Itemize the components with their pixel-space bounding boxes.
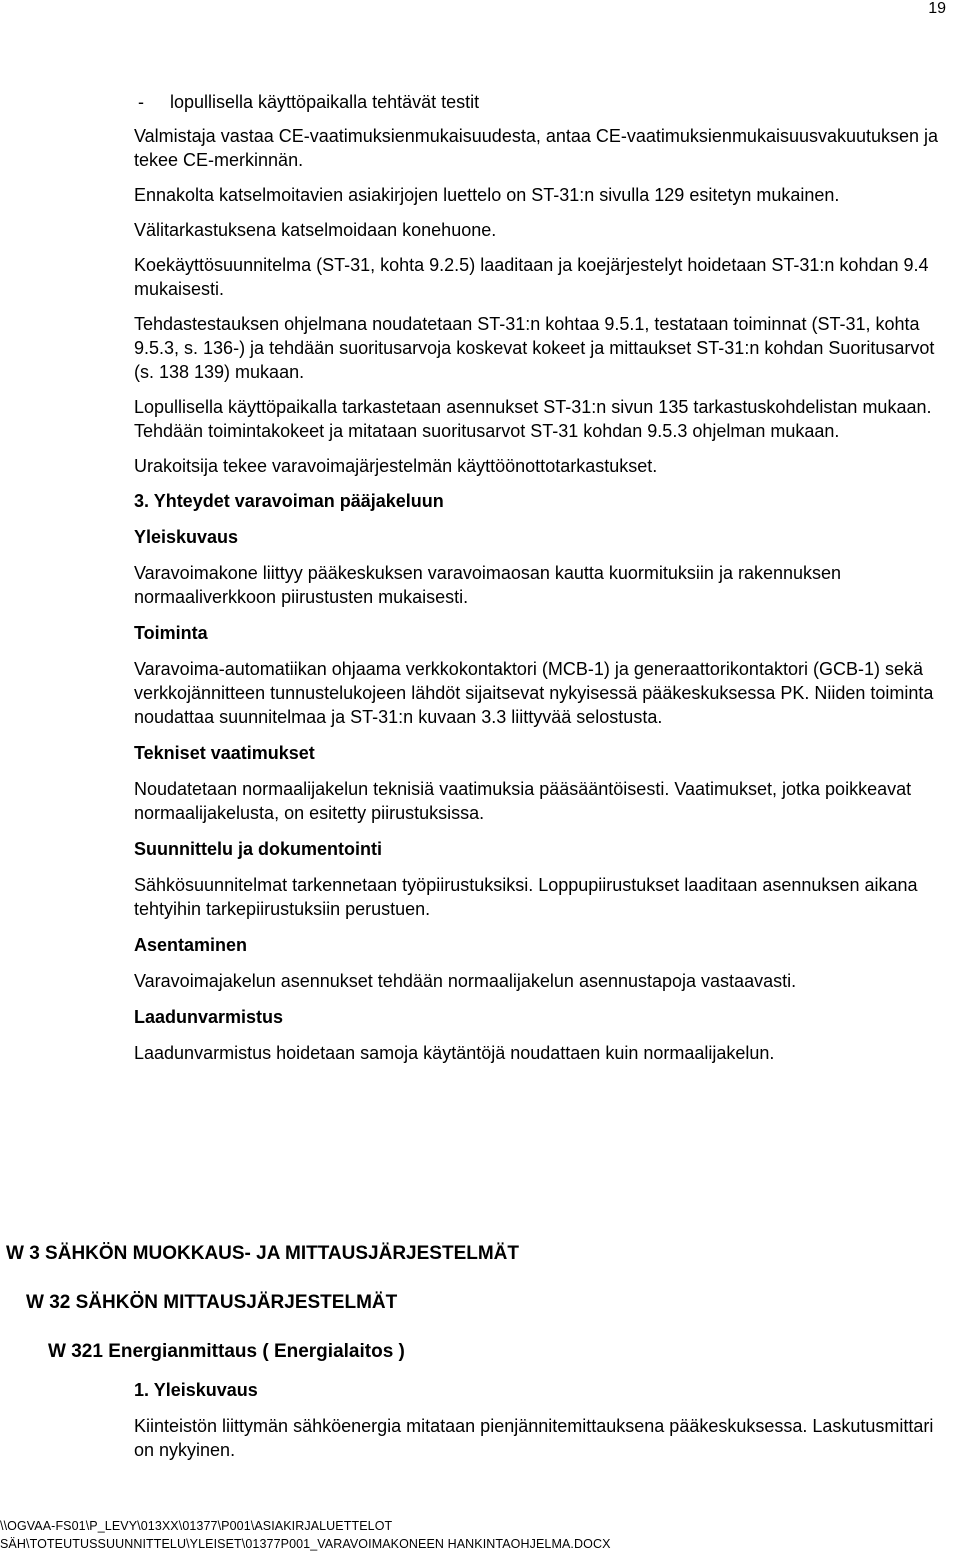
subsection-heading: Suunnittelu ja dokumentointi <box>134 839 382 859</box>
paragraph-commissioning: Urakoitsija tekee varavoimajärjestelmän käyttöönottotarkastukset. <box>134 456 658 476</box>
footer-line-2: SÄH\TOTEUTUSSUUNNITTELU\YLEISET\01377P001_VARAVOIMAKONEEN HANKINTAOHJELMA.DOCX <box>0 1537 611 1551</box>
main-text-column <box>134 90 946 1076</box>
footer-line-1: \\OGVAA-FS01\P_LEVY\013XX\01377\P001\ASIAKIRJALUETTELOT <box>0 1519 393 1533</box>
list-item <box>0 90 946 114</box>
list-item-text: lopullisella käyttöpaikalla tehtävät testit <box>170 92 480 112</box>
w321-section <box>134 1378 946 1473</box>
subsection-text: Sähkösuunnitelmat tarkennetaan työpiirustuksiksi. Loppupiirustukset laaditaan asennuksen aikana tehtyihin tarkepiirustuksiin perustuen. <box>134 875 918 919</box>
list-dash: - <box>138 92 144 112</box>
w321-text: Kiinteistön liittymän sähköenergia mitataan pienjännitemittauksena pääkeskuksessa. Laskutusmittari on nykyinen. <box>134 1416 934 1460</box>
paragraph-factory-test: Tehdastestauksen ohjelmana noudatetaan ST-31:n kohtaa 9.5.1, testataan toiminnat (ST-31, kohta 9.5.3, s. 136-) ja tehdään suoritusarvoja koskevat kokeet ja mittaukset ST-31:n kohdan Suoritusarvot (s. 138 139) mukaan. <box>134 314 935 382</box>
section-3-title: 3. Yhteydet varavoiman pääjakeluun <box>134 491 444 511</box>
subsection-heading: Laadunvarmistus <box>134 1007 284 1027</box>
heading-w3: W 3 SÄHKÖN MUOKKAUS- JA MITTAUSJÄRJESTELMÄT <box>6 1243 520 1264</box>
subsection-heading: Toiminta <box>134 623 208 643</box>
paragraph-site-test: Lopullisella käyttöpaikalla tarkastetaan asennukset ST-31:n sivun 135 tarkastuskohdelistan mukaan. Tehdään toimintakokeet ja mitataan suoritusarvot ST-31 kohdan 9.5.3 ohjelman mukaan. <box>134 397 932 441</box>
subsection-heading: Yleiskuvaus <box>134 527 239 547</box>
subsection-text: Varavoimakone liittyy pääkeskuksen varavoimaosan kautta kuormituksiin ja rakennuksen normaaliverkkoon piirustusten mukaisesti. <box>134 563 842 607</box>
paragraph-documents: Ennakolta katselmoitavien asiakirjojen luettelo on ST-31:n sivulla 129 esitetyn mukainen. <box>134 185 840 205</box>
footer-file-path <box>0 1517 611 1553</box>
subsection-text: Laadunvarmistus hoidetaan samoja käytäntöjä noudattaen kuin normaalijakelun. <box>134 1043 775 1063</box>
paragraph-inspection: Välitarkastuksena katselmoidaan konehuone. <box>134 220 497 240</box>
heading-w321: W 321 Energianmittaus ( Energialaitos ) <box>48 1341 405 1362</box>
heading-w32: W 32 SÄHKÖN MITTAUSJÄRJESTELMÄT <box>26 1292 398 1313</box>
subsection-text: Noudatetaan normaalijakelun teknisiä vaatimuksia pääsääntöisesti. Vaatimukset, jotka poikkeavat normaalijakelusta, on esitetty piirustuksissa. <box>134 779 912 823</box>
subsection-text: Varavoimajakelun asennukset tehdään normaalijakelun asennustapoja vastaavasti. <box>134 971 797 991</box>
subsection-heading: Tekniset vaatimukset <box>134 743 315 763</box>
w321-subheading: 1. Yleiskuvaus <box>134 1380 258 1400</box>
paragraph-ce: Valmistaja vastaa CE-vaatimuksienmukaisuudesta, antaa CE-vaatimuksienmukaisuusvakuutuksen ja tekee CE-merkinnän. <box>134 126 939 170</box>
paragraph-test-plan: Koekäyttösuunnitelma (ST-31, kohta 9.2.5) laaditaan ja koejärjestelyt hoidetaan ST-31:n kohdan 9.4 mukaisesti. <box>134 255 929 299</box>
subsection-heading: Asentaminen <box>134 935 248 955</box>
page-number: 19 <box>928 0 946 17</box>
subsection-text: Varavoima-automatiikan ohjaama verkkokontaktori (MCB-1) ja generaattorikontaktori (GCB-1) sekä verkkojännitteen tunnustelukojeen lähdöt sijaitsevat nykyisessä pääkeskuksessa PK. Niiden toiminta noudattaa suunnitelmaa ja ST-31:n kuvaan 3.3 liittyvää selostusta. <box>134 659 934 727</box>
